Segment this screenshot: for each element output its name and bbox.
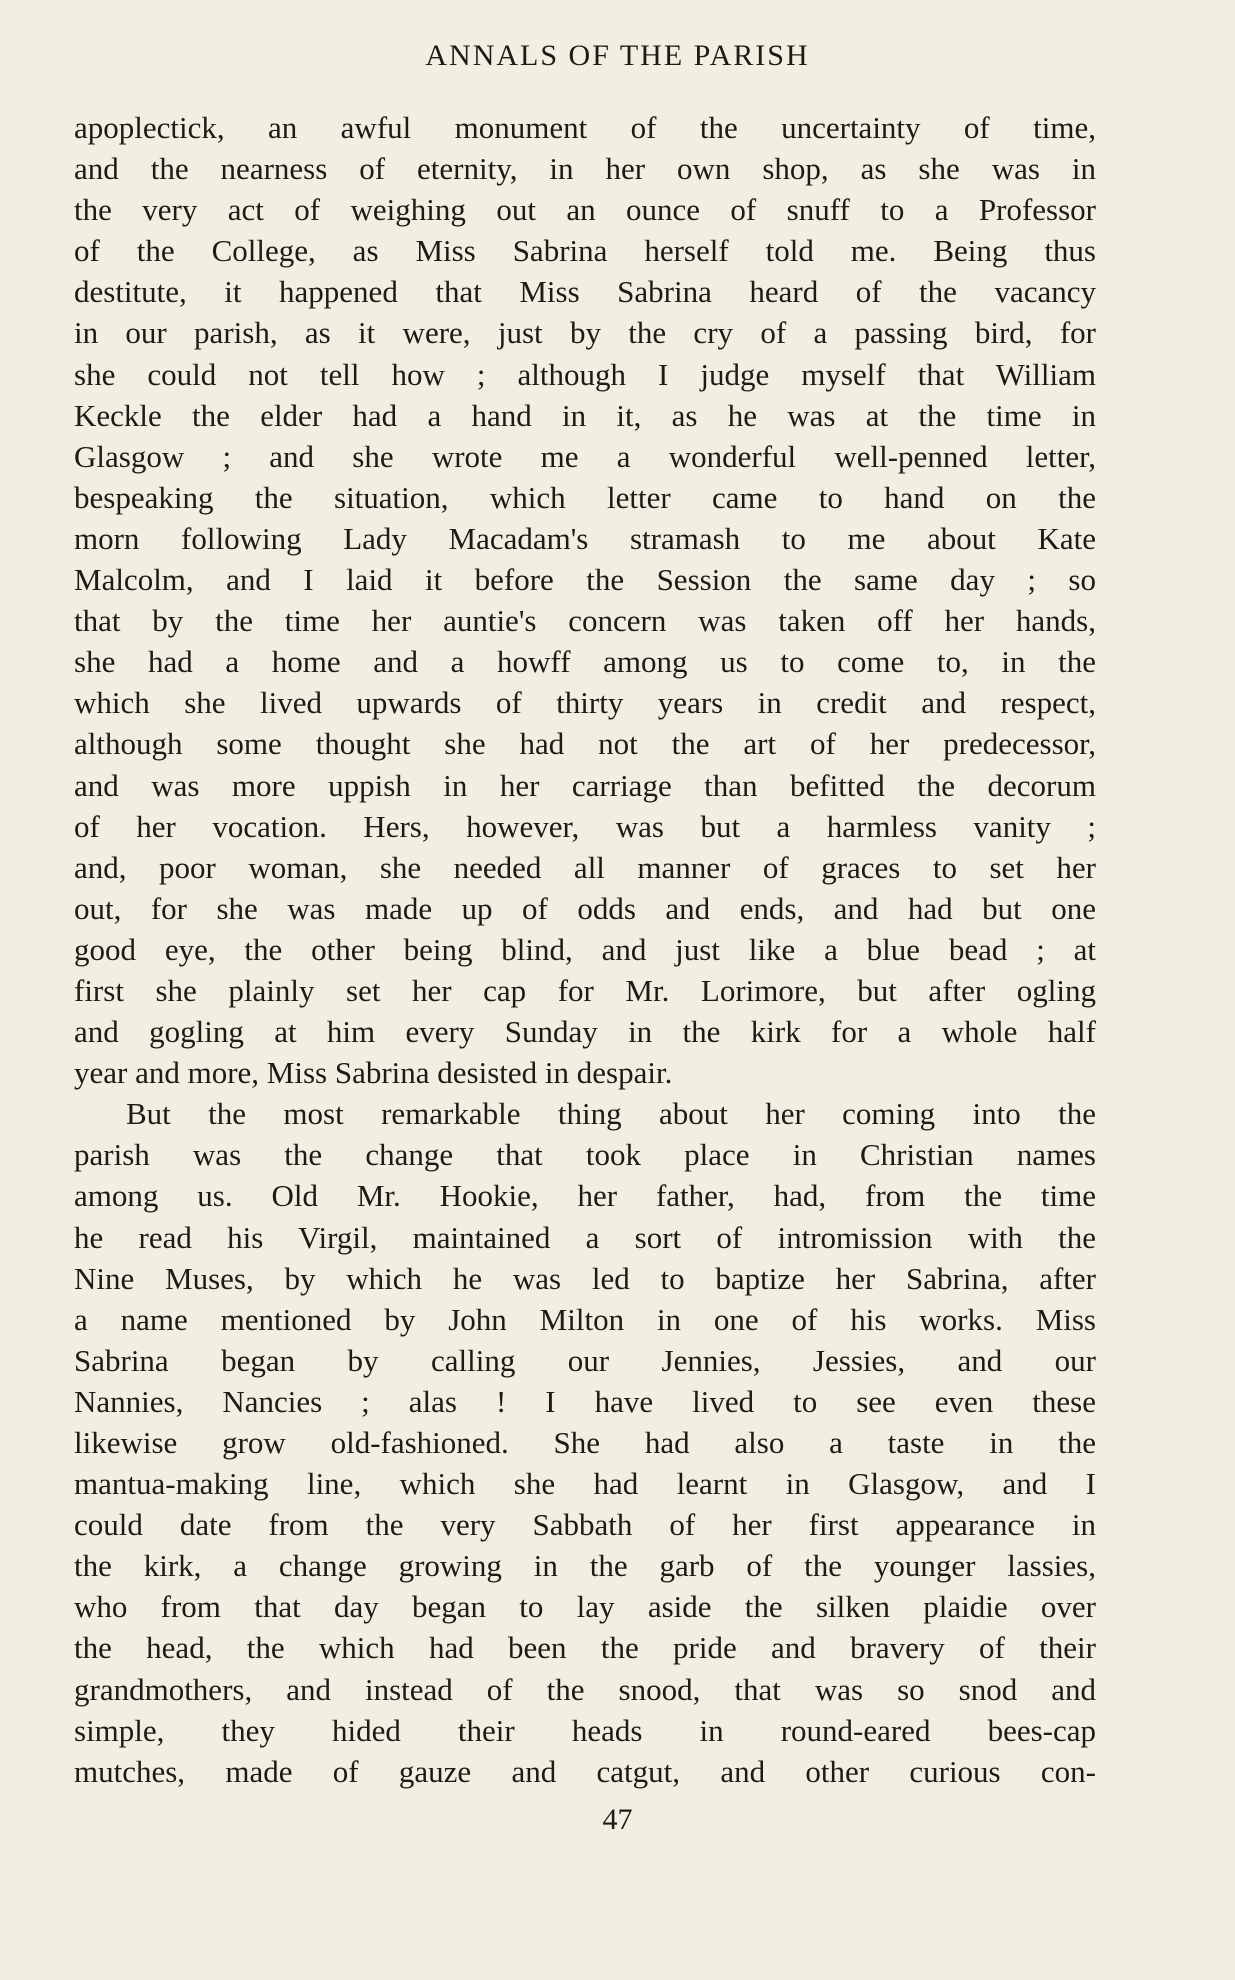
text-line: mantua-making line, which she had learnt in Glasgow, and I <box>74 1466 1096 1502</box>
text-line: mutches, made of gauze and catgut, and other curious con- <box>74 1753 1096 1789</box>
text-line: and gogling at him every Sunday in the kirk for a whole half <box>74 1014 1096 1050</box>
text-line: Nine Muses, by which he was led to baptize her Sabrina, after <box>74 1260 1096 1296</box>
text-line: who from that day began to lay aside the silken plaidie over <box>74 1589 1096 1625</box>
text-line: in our parish, as it were, just by the cry of a passing bird, for <box>74 315 1096 351</box>
text-line: among us. Old Mr. Hookie, her father, had, from the time <box>74 1178 1096 1214</box>
text-line: that by the time her auntie's concern was taken off her hands, <box>74 603 1096 639</box>
text-line: Keckle the elder had a hand in it, as he was at the time in <box>74 397 1096 433</box>
text-line: which she lived upwards of thirty years in credit and respect, <box>74 685 1096 721</box>
text-line: Sabrina began by calling our Jennies, Jessies, and our <box>74 1342 1096 1378</box>
text-line: the very act of weighing out an ounce of snuff to a Professor <box>74 192 1096 228</box>
text-line: and the nearness of eternity, in her own shop, as she was in <box>74 151 1096 187</box>
page-number: 47 <box>602 1803 633 1836</box>
paragraph <box>74 1093 1096 1792</box>
text-line: parish was the change that took place in Christian names <box>74 1137 1096 1173</box>
text-line: first she plainly set her cap for Mr. Lorimore, but after ogling <box>74 972 1096 1008</box>
text-line: bespeaking the situation, which letter came to hand on the <box>74 479 1096 515</box>
text-line: likewise grow old-fashioned. She had also a taste in the <box>74 1425 1096 1460</box>
text-line: she could not tell how ; although I judge myself that William <box>74 356 1096 392</box>
text-line: a name mentioned by John Milton in one of his works. Miss <box>74 1301 1096 1337</box>
text-line: apoplectick, an awful monument of the uncertainty of time, <box>74 110 1096 145</box>
text-line: of the College, as Miss Sabrina herself told me. Being thus <box>74 233 1096 269</box>
text-line: destitute, it happened that Miss Sabrina heard of the vacancy <box>74 274 1096 310</box>
running-head: ANNALS OF THE PARISH <box>425 39 810 72</box>
text-line: Malcolm, and I laid it before the Session the same day ; so <box>74 562 1096 598</box>
text-line: the head, the which had been the pride and bravery of their <box>74 1630 1096 1666</box>
text-line: he read his Virgil, maintained a sort of intromission with the <box>74 1219 1096 1255</box>
text-line: Glasgow ; and she wrote me a wonderful well-penned letter, <box>74 438 1096 474</box>
text-line: the kirk, a change growing in the garb of the younger lassies, <box>74 1548 1096 1584</box>
paragraph <box>74 107 1096 1093</box>
text-line: simple, they hided their heads in round-eared bees-cap <box>74 1712 1096 1748</box>
text-line: Nannies, Nancies ; alas ! I have lived to see even these <box>74 1383 1096 1419</box>
text-line: could date from the very Sabbath of her first appearance in <box>74 1507 1096 1543</box>
text-line: morn following Lady Macadam's stramash to me about Kate <box>74 520 1096 556</box>
text-line: she had a home and a howff among us to come to, in the <box>74 644 1096 680</box>
text-line: But the most remarkable thing about her coming into the <box>126 1096 1096 1132</box>
text-line: good eye, the other being blind, and just like a blue bead ; at <box>74 931 1096 967</box>
body-text <box>74 107 1096 1792</box>
text-line: out, for she was made up of odds and ends, and had but one <box>74 890 1096 926</box>
text-line: year and more, Miss Sabrina desisted in despair. <box>74 1055 673 1091</box>
text-line: of her vocation. Hers, however, was but a harmless vanity ; <box>74 808 1096 844</box>
text-line: and was more uppish in her carriage than befitted the decorum <box>74 767 1096 803</box>
text-line: although some thought she had not the art of her predecessor, <box>74 726 1096 762</box>
text-line: and, poor woman, she needed all manner of graces to set her <box>74 849 1096 885</box>
text-line: grandmothers, and instead of the snood, that was so snod and <box>74 1671 1096 1707</box>
